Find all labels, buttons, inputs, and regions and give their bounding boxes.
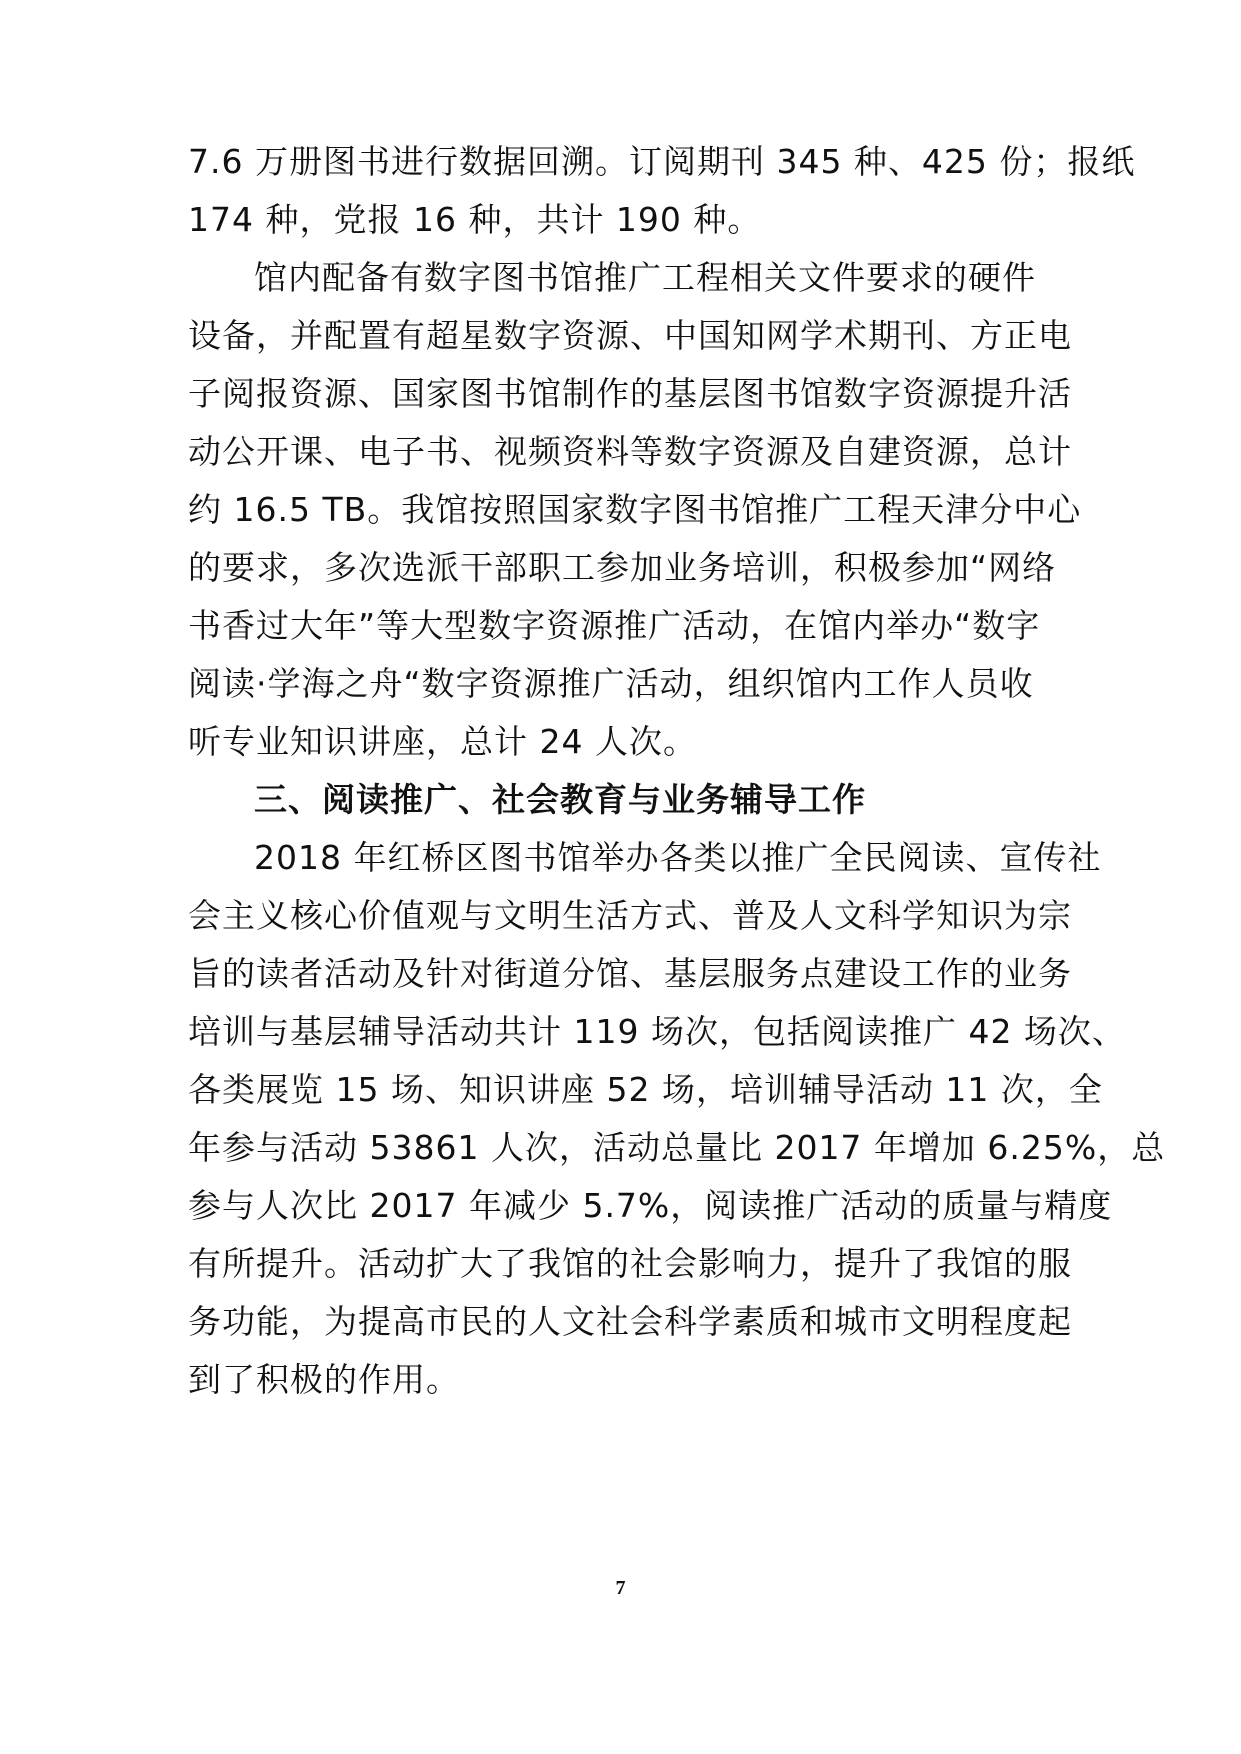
text-line: 动公开课、电子书、视频资料等数字资源及自建资源，总计	[188, 432, 1072, 471]
text-line: 培训与基层辅导活动共计 119 场次，包括阅读推广 42 场次、	[188, 1012, 1126, 1051]
text-line: 子阅报资源、国家图书馆制作的基层图书馆数字资源提升活	[188, 374, 1072, 413]
text-line: 阅读·学海之舟“数字资源推广活动，组织馆内工作人员收	[188, 664, 1034, 703]
text-line: 有所提升。活动扩大了我馆的社会影响力，提升了我馆的服	[188, 1244, 1072, 1283]
text-line: 约 16.5 TB。我馆按照国家数字图书馆推广工程天津分中心	[188, 490, 1082, 529]
text-line: 书香过大年”等大型数字资源推广活动，在馆内举办“数字	[188, 606, 1041, 645]
text-line: 设备，并配置有超星数字资源、中国知网学术期刊、方正电	[188, 316, 1072, 355]
text-line: 各类展览 15 场、知识讲座 52 场，培训辅导活动 11 次，全	[188, 1070, 1103, 1109]
text-line: 会主义核心价值观与文明生活方式、普及人文科学知识为宗	[188, 896, 1072, 935]
text-line: 年参与活动 53861 人次，活动总量比 2017 年增加 6.25%，总	[188, 1128, 1166, 1167]
text-line: 2018 年红桥区图书馆举办各类以推广全民阅读、宣传社	[254, 838, 1102, 877]
text-line: 174 种，党报 16 种，共计 190 种。	[188, 200, 762, 239]
text-line: 到了积极的作用。	[188, 1360, 460, 1399]
text-line: 的要求，多次选派干部职工参加业务培训，积极参加“网络	[188, 548, 1057, 587]
text-line: 听专业知识讲座，总计 24 人次。	[188, 722, 697, 761]
section-heading: 三、阅读推广、社会教育与业务辅导工作	[254, 780, 866, 819]
text-line: 务功能，为提高市民的人文社会科学素质和城市文明程度起	[188, 1302, 1072, 1341]
text-line: 参与人次比 2017 年减少 5.7%，阅读推广活动的质量与精度	[188, 1186, 1113, 1225]
page-number: 7	[615, 1577, 626, 1599]
text-line: 馆内配备有数字图书馆推广工程相关文件要求的硬件	[254, 258, 1036, 297]
text-line: 旨的读者活动及针对街道分馆、基层服务点建设工作的业务	[188, 954, 1072, 993]
text-line: 7.6 万册图书进行数据回溯。订阅期刊 345 种、425 份；报纸	[188, 142, 1136, 181]
